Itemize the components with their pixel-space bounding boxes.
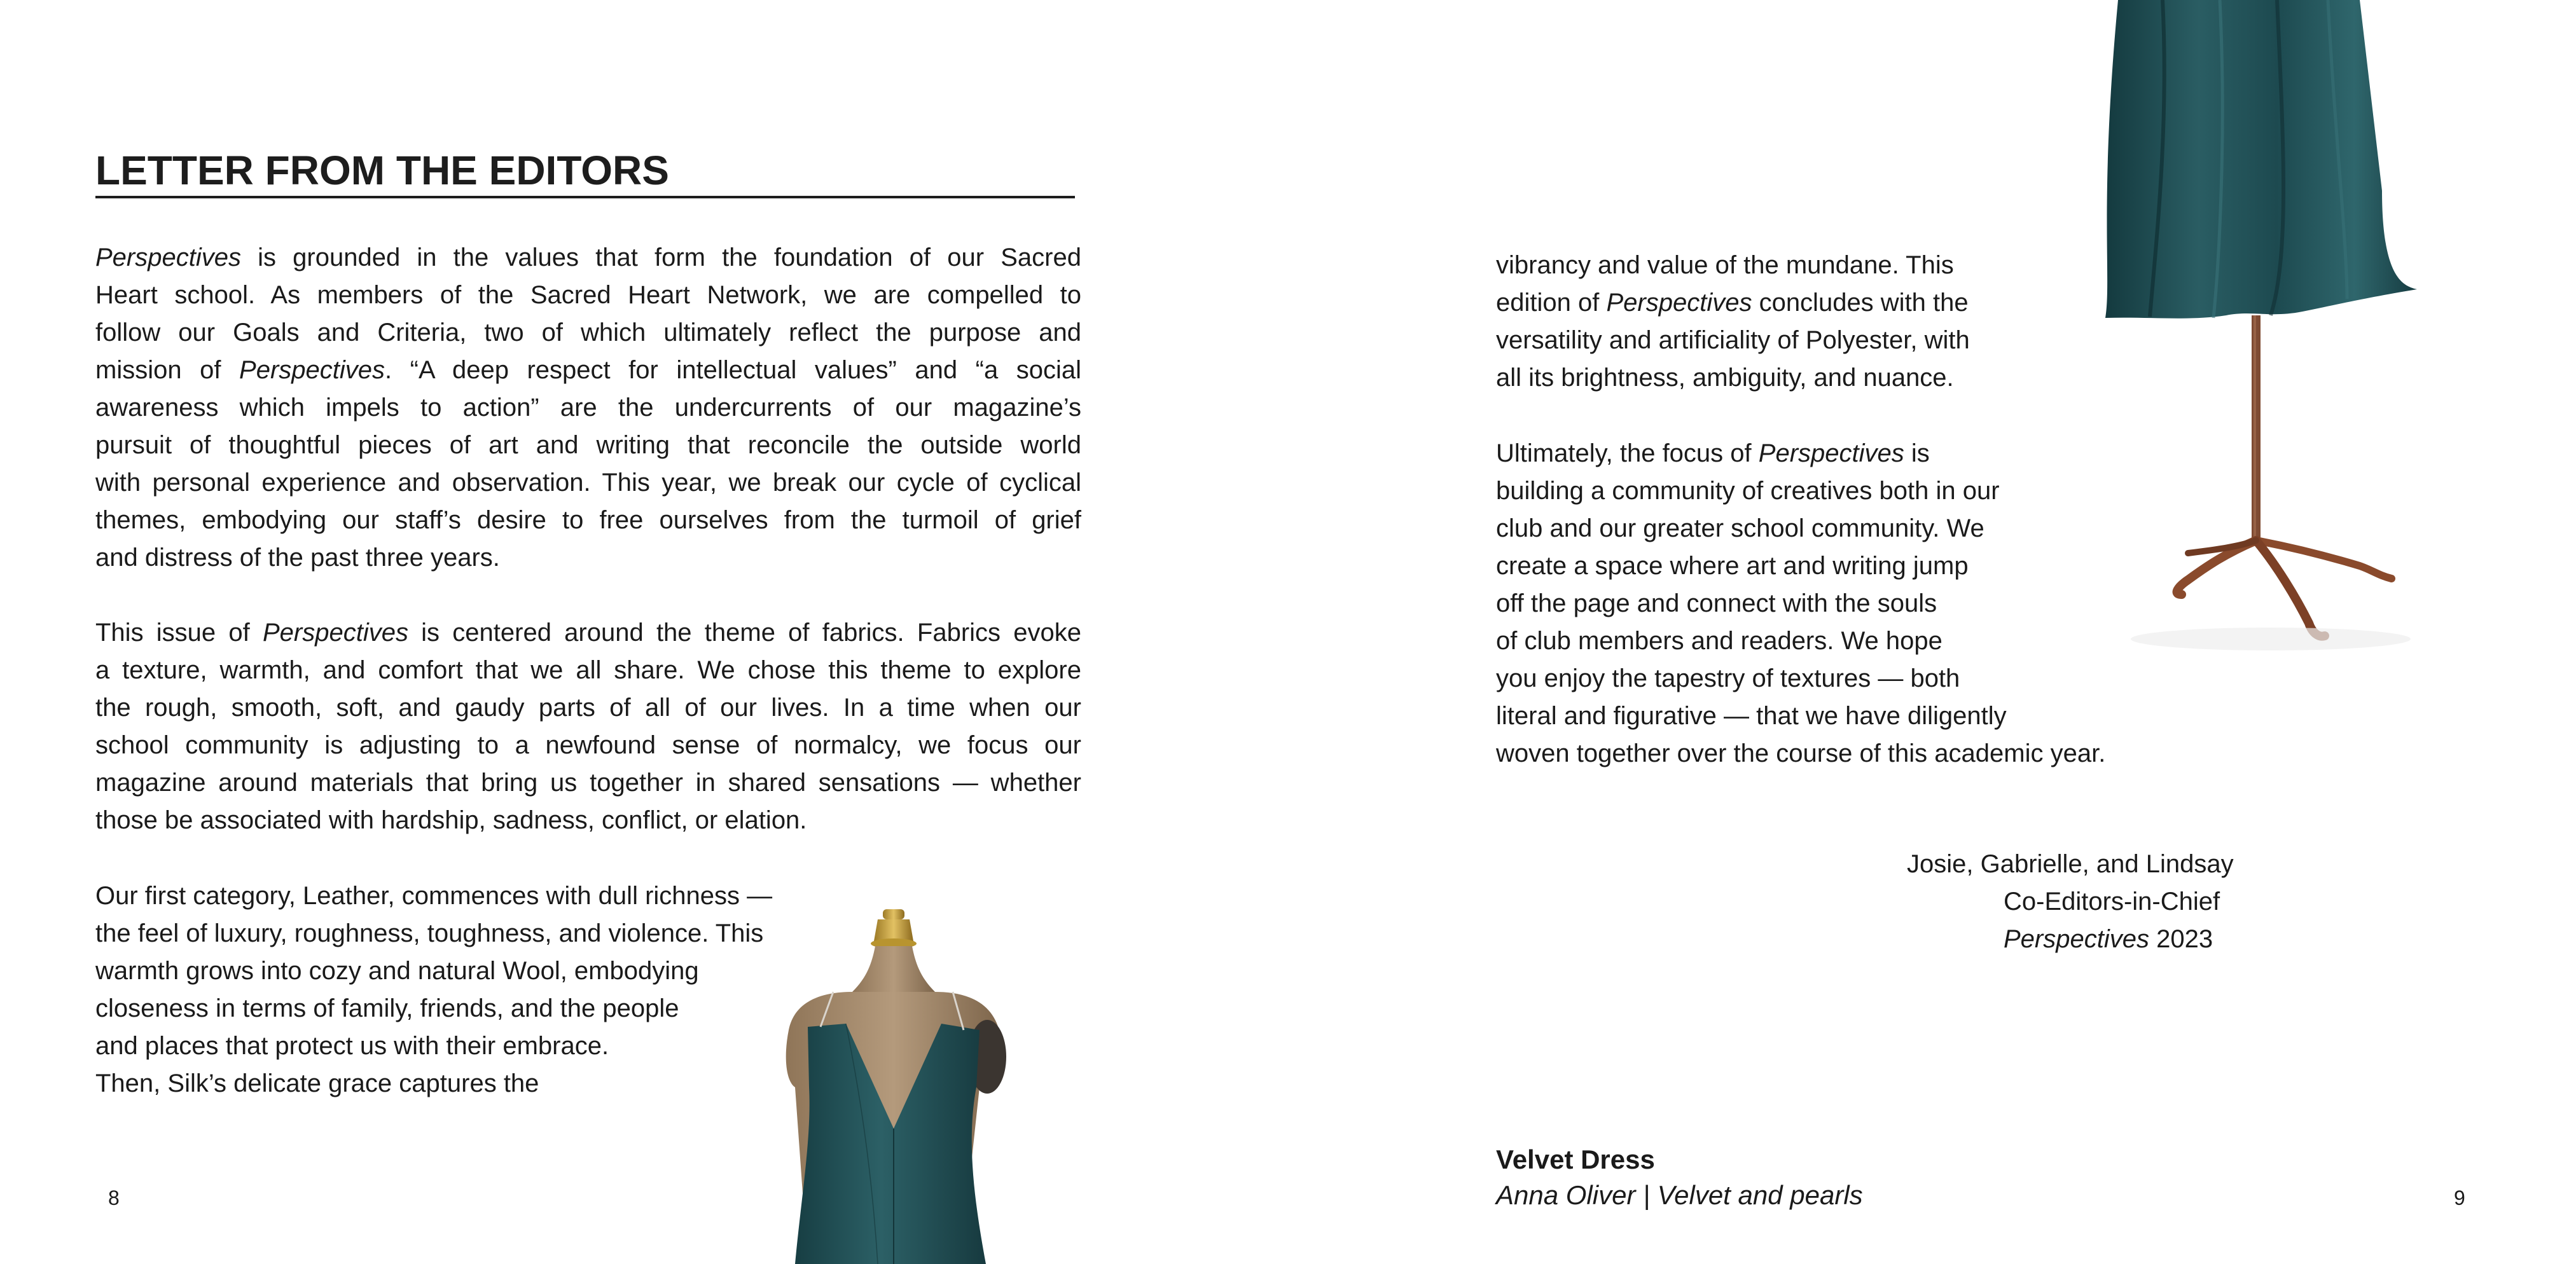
text-line <box>1496 697 2196 735</box>
text-run: mission of <box>95 356 240 384</box>
body-paragraph-2 <box>95 614 1081 839</box>
text-line <box>95 652 1081 689</box>
text-run: This issue of <box>95 619 263 647</box>
text-line <box>95 990 827 1027</box>
text-run: school community is adjusting to a newfound sense of normalcy, we focus our <box>95 731 1081 759</box>
text-run: Then, Silk’s delicate grace captures the <box>95 1069 539 1097</box>
text-run: of club members and readers. We hope <box>1496 627 1942 655</box>
text-line <box>95 689 1081 727</box>
text-run: is grounded in the values that form the foundation of our Sacred <box>240 244 1081 271</box>
text-run: those be associated with hardship, sadness, conflict, or elation. <box>95 806 807 834</box>
text-line <box>95 464 1081 502</box>
caption-title: Velvet Dress <box>1496 1144 1655 1174</box>
text-run: follow our Goals and Criteria, two of which ultimately reflect the purpose and <box>95 319 1081 347</box>
signature-role: Co-Editors-in-Chief <box>2004 888 2220 916</box>
text-line <box>1496 735 2196 773</box>
publication-year: 2023 <box>2149 925 2213 953</box>
text-line <box>95 389 1081 427</box>
body-paragraph-1 <box>95 239 1081 577</box>
text-run: is centered around the theme of fabrics. Fabrics evoke <box>408 619 1081 647</box>
text-line <box>95 802 1081 839</box>
text-line <box>95 1065 827 1103</box>
text-line <box>95 502 1081 539</box>
text-run: a texture, warmth, and comfort that we all share. We chose this theme to explore <box>95 656 1081 684</box>
text-run: pursuit of thoughtful pieces of art and writing that reconcile the outside world <box>95 431 1081 459</box>
text-run: themes, embodying our staff’s desire to free ourselves from the turmoil of grief <box>95 506 1081 534</box>
text-line <box>95 877 827 915</box>
text-line <box>95 915 827 952</box>
text-line <box>95 539 1081 577</box>
text-run: Ultimately, the focus of <box>1496 439 1759 467</box>
text-run: club and our greater school community. We <box>1496 514 1984 542</box>
text-run: awareness which impels to action” are the undercurrents of our magazine’s <box>95 394 1081 422</box>
text-run: and places that protect us with their embrace. <box>95 1032 609 1060</box>
text-run: Our first category, Leather, commences with dull richness — <box>95 882 773 910</box>
caption-credit: Anna Oliver | Velvet and pearls <box>1496 1180 1863 1210</box>
page-title: LETTER FROM THE EDITORS <box>95 148 669 193</box>
text-line <box>95 277 1081 314</box>
text-run: versatility and artificiality of Polyester, with <box>1496 326 1970 354</box>
text-run: magazine around materials that bring us together in shared sensations — whether <box>95 769 1081 797</box>
text-line <box>95 427 1081 464</box>
text-run: with personal experience and observation. This year, we break our cycle of cyclical <box>95 469 1081 497</box>
text-run: create a space where art and writing jump <box>1496 552 1969 580</box>
text-run: all its brightness, ambiguity, and nuance. <box>1496 364 1954 392</box>
text-line <box>95 727 1081 764</box>
text-run: off the page and connect with the souls <box>1496 589 1937 617</box>
publication-name: Perspectives <box>2004 925 2149 953</box>
signature-publication <box>2004 921 2290 958</box>
text-run: you enjoy the tapestry of textures — both <box>1496 664 1960 692</box>
text-line <box>95 239 1081 277</box>
text-run: . “A deep respect for intellectual values” and “a social <box>385 356 1082 384</box>
text-run: and distress of the past three years. <box>95 544 500 572</box>
text-run: literal and figurative — that we have diligently <box>1496 702 2007 730</box>
italic-text: Perspectives <box>1606 289 1752 317</box>
text-run: edition of <box>1496 289 1607 317</box>
text-run: closeness in terms of family, friends, and the people <box>95 994 679 1022</box>
body-paragraph-3 <box>95 877 827 1103</box>
text-run: vibrancy and value of the mundane. This <box>1496 251 1954 279</box>
text-run: concludes with the <box>1752 289 1969 317</box>
editors-signature <box>1845 846 2290 958</box>
page-number-left: 8 <box>108 1186 120 1209</box>
velvet-dress-photo <box>2061 0 2455 674</box>
text-line <box>95 764 1081 802</box>
italic-text: Perspectives <box>1758 439 1904 467</box>
text-run: Heart school. As members of the Sacred Heart Network, we are compelled to <box>95 281 1081 309</box>
italic-text: Perspectives <box>95 244 241 271</box>
text-line <box>95 352 1081 389</box>
title-underline <box>95 196 1075 198</box>
text-run: building a community of creatives both in our <box>1496 477 2000 505</box>
text-run: woven together over the course of this academic year. <box>1496 739 2106 767</box>
text-run: the rough, smooth, soft, and gaudy parts of all of our lives. In a time when our <box>95 694 1081 722</box>
text-run: is <box>1904 439 1930 467</box>
italic-text: Perspectives <box>262 619 408 647</box>
text-run: the feel of luxury, roughness, toughness, and violence. This <box>95 919 764 947</box>
photo-caption <box>1496 1142 1863 1213</box>
text-line <box>95 952 827 990</box>
page-number-right: 9 <box>2454 1186 2465 1209</box>
mannequin-bust-photo <box>751 896 1043 1264</box>
signature-names: Josie, Gabrielle, and Lindsay <box>1907 850 2234 878</box>
italic-text: Perspectives <box>239 356 385 384</box>
text-line <box>95 614 1081 652</box>
text-line <box>95 314 1081 352</box>
text-line <box>95 1027 827 1065</box>
text-run: warmth grows into cozy and natural Wool, embodying <box>95 957 699 985</box>
